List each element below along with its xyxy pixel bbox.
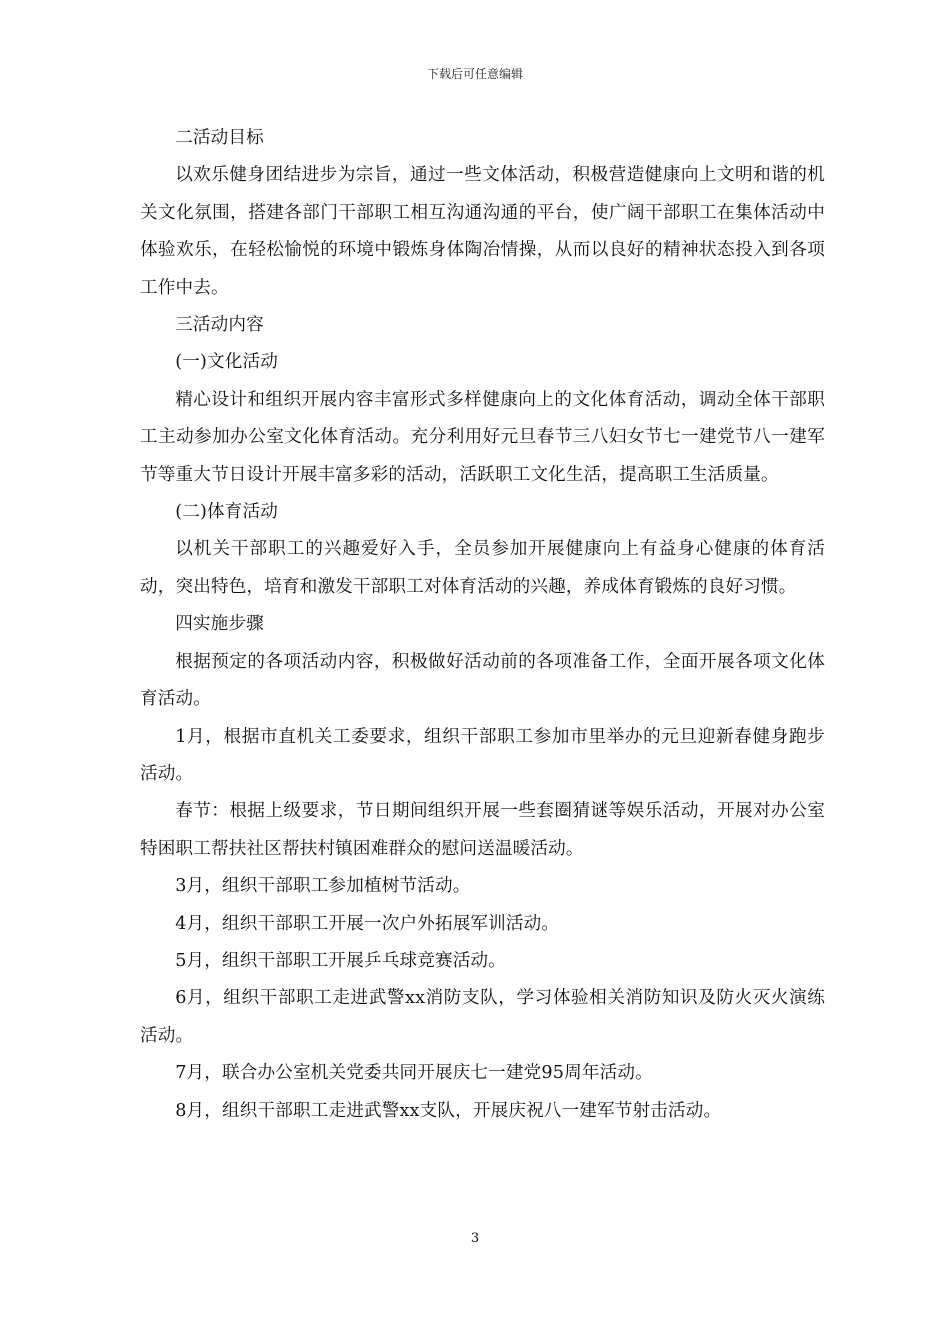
paragraph-spring-festival: 春节：根据上级要求，节日期间组织开展一些套圈猜谜等娱乐活动，开展对办公室特困职工帮扶社区帮扶村镇困难群众的慰问送温暖活动。 [140,801,825,859]
paragraph-july: 7月，联合办公室机关党委共同开展庆七一建党95周年活动。 [175,1063,653,1084]
section-heading-content: 三活动内容 [175,315,264,336]
paragraph-january: 1月，根据市直机关工委要求，组织干部职工参加市里举办的元旦迎新春健身跑步活动。 [140,726,825,784]
paragraph-culture: 精心设计和组织开展内容丰富形式多样健康向上的文化体育活动，调动全体干部职工主动参加办公室文化体育活动。充分利用好元旦春节三八妇女节七一建党节八一建军节等重大节日设计开展丰富多彩的活动，活跃职工文化生活，提高职工生活质量。 [140,389,825,485]
paragraph-sports: 以机关干部职工的兴趣爱好入手，全员参加开展健康向上有益身心健康的体育活动，突出特色，培育和激发干部职工对体育活动的兴趣，养成体育锻炼的良好习惯。 [140,539,825,597]
subheading-sports: (二)体育活动 [175,502,278,523]
page-number: 3 [470,1231,480,1246]
paragraph-steps-intro: 根据预定的各项活动内容，积极做好活动前的各项准备工作，全面开展各项文化体育活动。 [140,651,825,710]
paragraph-august: 8月，组织干部职工走进武警xx支队，开展庆祝八一建军节射击活动。 [175,1100,722,1121]
section-heading-goal: 二活动目标 [175,128,264,148]
paragraph-april: 4月，组织干部职工开展一次户外拓展军训活动。 [175,913,560,934]
paragraph-june: 6月，组织干部职工走进武警xx消防支队，学习体验相关消防知识及防火灭火演练活动。 [140,988,825,1046]
page-header-note: 下载后可任意编辑 [426,67,523,81]
section-heading-steps: 四实施步骤 [175,614,264,635]
subheading-culture: (一)文化活动 [175,352,278,373]
document-body [140,120,825,1130]
paragraph-march: 3月，组织干部职工参加植树节活动。 [175,876,471,897]
paragraph-may: 5月，组织干部职工开展乒乓球竞赛活动。 [175,950,506,971]
paragraph-goal: 以欢乐健身团结进步为宗旨，通过一些文体活动，积极营造健康向上文明和谐的机关文化氛围，搭建各部门干部职工相互沟通沟通的平台，使广阔干部职工在集体活动中体验欢乐，在轻松愉悦的环境中锻炼身体陶冶情操，从而以良好的精神状态投入到各项工作中去。 [140,165,825,298]
